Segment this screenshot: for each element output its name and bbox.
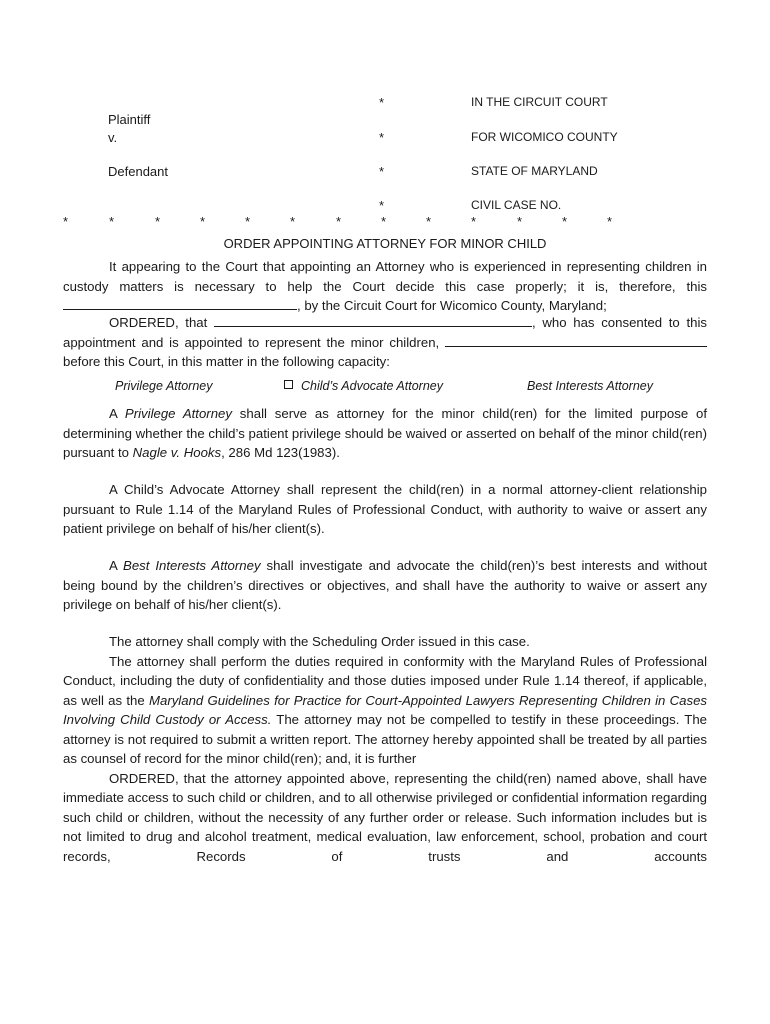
children-names-blank[interactable] (445, 334, 707, 347)
privilege-term: Privilege Attorney (124, 406, 232, 421)
separator-asterisk: * (607, 214, 613, 229)
ordered-lead: ORDERED, that (109, 315, 214, 330)
caption-asterisk: * (379, 164, 385, 179)
ordered-mid: , who has consented to this appointment and is appointed to represent the minor children, (63, 315, 707, 350)
ordered-tail: before this Court, in this matter in the following capacity: (63, 354, 390, 369)
separator-asterisk: * (155, 214, 161, 229)
capacity-childs-advocate-label: Child’s Advocate Attorney (301, 379, 443, 393)
capacity-best-interests: Best Interests Attorney (527, 379, 653, 393)
guidelines-title: Maryland Guidelines for Practice for Court-Appointed Lawyers Representing Children in Cases Involving Child Custody or Access. (63, 692, 708, 727)
separator-asterisk: * (471, 214, 477, 229)
separator-asterisk: * (63, 214, 69, 229)
intro-text: It appearing to the Court that appointing an Attorney who is experienced in representing children in custody matters is necessary to help the Court decide this case properly; it is, therefore, this (63, 259, 707, 294)
separator-asterisk: * (562, 214, 568, 229)
text: shall serve as attorney for the minor child(ren) for the limited purpose of determining whether the child’s patient privilege should be waived or asserted on behalf of the minor child(ren) pursuant to (63, 406, 707, 460)
privilege-paragraph (63, 404, 707, 463)
separator-asterisk: * (245, 214, 251, 229)
caption-asterisk: * (379, 95, 385, 110)
advocate-paragraph (63, 480, 707, 539)
advocate-text: A Child’s Advocate Attorney shall represent the child(ren) in a normal attorney-client relationship pursuant to Rule 1.14 of the Maryland Rules of Professional Conduct, with authority to waive or assert any patient privilege on behalf of his/her client(s). (63, 482, 707, 536)
text: The attorney may not be compelled to testify in these proceedings. The attorney is not required to submit a written report. The attorney hereby appointed shall be treated by all parties as counsel of record for the minor child(ren); and, it is further (63, 712, 708, 766)
defendant-label: Defendant (108, 164, 168, 179)
checkbox[interactable] (284, 380, 293, 389)
court-line-1: IN THE CIRCUIT COURT (471, 95, 608, 109)
text: , 286 Md 123(1983). (221, 445, 340, 460)
separator-asterisk: * (517, 214, 523, 229)
court-line-2: FOR WICOMICO COUNTY (471, 130, 618, 144)
civil-case-no: CIVIL CASE NO. (471, 198, 562, 212)
caption-asterisk: * (379, 198, 385, 213)
caption-asterisk: * (379, 130, 385, 145)
text: A (109, 558, 124, 573)
intro-paragraph (63, 257, 707, 316)
separator-asterisk: * (336, 214, 342, 229)
capacity-childs-advocate (284, 379, 443, 393)
text: shall investigate and advocate the child(ren)’s best interests and without being bound by the children’s directives or objectives, and shall have the authority to waive or assert any privilege on behalf of his/her client(s). (63, 558, 707, 612)
intro-text-2: , by the Circuit Court for Wicomico County, Maryland; (297, 298, 607, 313)
scheduling-text: The attorney shall comply with the Scheduling Order issued in this case. (109, 634, 530, 649)
duties-section (63, 632, 707, 866)
separator-asterisk: * (426, 214, 432, 229)
ordered-access-text: ORDERED, that the attorney appointed above, representing the child(ren) named above, shall have immediate access to such child or children, and to all otherwise privileged or confidential information regarding such child or children, without the necessity of any further order or release. Such information includes but is not limited to drug and alcohol treatment, medical evaluation, law enforcement, school, probation and court records, Records of trusts and accounts (63, 770, 707, 864)
best-interests-paragraph (63, 556, 707, 615)
best-interests-term: Best Interests Attorney (123, 558, 261, 573)
separator-asterisk: * (381, 214, 387, 229)
date-blank[interactable] (63, 297, 297, 310)
plaintiff-label: Plaintiff (108, 112, 151, 127)
capacity-privilege: Privilege Attorney (115, 379, 213, 393)
case-citation: Nagle v. Hooks (132, 445, 222, 460)
separator-asterisk: * (109, 214, 115, 229)
attorney-name-blank[interactable] (214, 314, 532, 327)
text: A (109, 406, 125, 421)
court-line-3: STATE OF MARYLAND (471, 164, 598, 178)
text: The attorney shall perform the duties required in conformity with the Maryland Rules of Professional Conduct, including the duty of confidentiality and those duties imposed under Rule 1.14 thereof, if applicable, as well as the (63, 653, 707, 708)
ordered-appointment-paragraph (63, 313, 707, 372)
separator-asterisk: * (200, 214, 206, 229)
versus-label: v. (108, 130, 118, 145)
separator-asterisk: * (290, 214, 296, 229)
order-title: ORDER APPOINTING ATTORNEY FOR MINOR CHILD (223, 236, 547, 251)
